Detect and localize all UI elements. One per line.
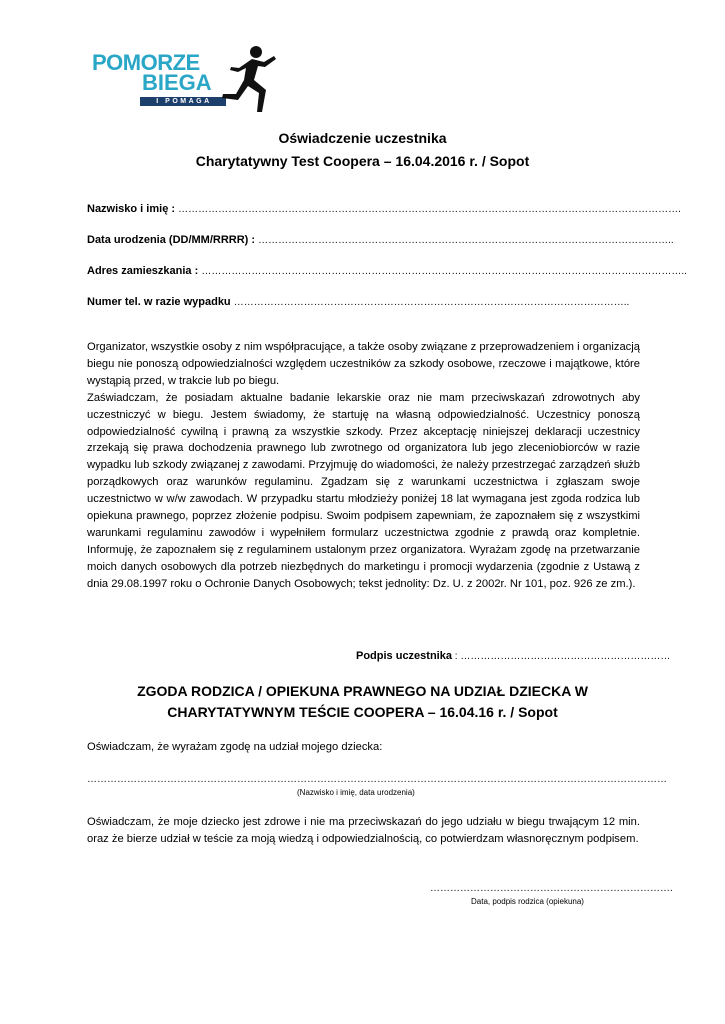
parent-signature-dots[interactable]: ……………………………………………………………….	[430, 883, 673, 894]
logo-text-line1: POMORZE	[92, 50, 200, 75]
consent-title-line1: ZGODA RODZICA / OPIEKUNA PRAWNEGO NA UDZIAŁ DZIECKA W	[137, 683, 588, 699]
participant-signature-dots: : ………………………………………………………	[451, 651, 671, 662]
runner-icon	[208, 42, 278, 114]
statement-paragraph-1: Organizator, wszystkie osoby z nim współpracujące, a także osoby związane z przeprowadzeniem i organizacją biegu nie ponoszą odpowiedzialności względem uczestników za szkody osobowe, rzeczowe i majątkowe, które wystąpią przed, w trakcie lub po biegu.	[87, 341, 640, 387]
consent-intro: Oświadczam, że wyrażam zgodę na udział mojego dziecka:	[87, 741, 383, 753]
field-name-dots: …………………………………………………………………………………………………………………………………….	[178, 204, 681, 215]
field-birthdate-label: Data urodzenia (DD/MM/RRRR) :	[87, 234, 256, 246]
field-emergency-phone[interactable]	[87, 296, 629, 308]
field-emergency-phone-label: Numer tel. w razie wypadku	[87, 296, 231, 308]
logo-text-line2: BIEGA	[142, 70, 212, 95]
pomorze-biega-logo	[88, 42, 278, 114]
field-birthdate-dots: ……………………………………………………………………………………………………………..	[258, 235, 674, 246]
field-name-label: Nazwisko i imię :	[87, 203, 176, 215]
child-name-dots[interactable]: …………………………………………………………………………………………………………………………………………………………	[87, 774, 667, 785]
field-address[interactable]	[87, 265, 687, 277]
participant-signature[interactable]	[356, 650, 670, 662]
field-emergency-phone-dots: ………………………………………………………………………………………………………..	[233, 297, 630, 308]
participant-signature-label: Podpis uczestnika	[356, 650, 452, 662]
field-address-label: Adres zamieszkania :	[87, 265, 199, 277]
consent-declaration: Oświadczam, że moje dziecko jest zdrowe i nie ma przeciwskazań do jego udziału w biegu trwającym 12 min. oraz że bierze udział w teście za moją wiedzą i odpowiedzialnością, co potwierdzam własnoręcznym podpisem.	[87, 816, 640, 845]
statement-block	[87, 339, 640, 593]
document-subtitle: Charytatywny Test Coopera – 16.04.2016 r. / Sopot	[195, 153, 530, 169]
statement-paragraph-2: Zaświadczam, że posiadam aktualne badanie lekarskie oraz nie mam przeciwskazań zdrowotnych aby uczestniczyć w biegu. Jestem świadomy, że startuję na własną odpowiedzialność. Uczestnicy ponoszą odpowiedzialność cywilną i prawną za wszystkie szkody. Przez akceptację niniejszej deklaracji uczestnicy zrzekają się prawa dochodzenia prawnego lub zwrotnego od organizatora lub jego zleceniobiorców w razie wypadku lub szkody związanej z zawodami. Przyjmuję do wiadomości, że należy przestrzegać zarządzeń służb porządkowych oraz warunków regulaminu. Zgadzam się z warunkami uczestnictwa i zgłaszam swoje uczestnictwo w w/w zawodach. W przypadku startu młodzieży poniżej 18 lat wymagana jest zgoda rodzica lub opiekuna prawnego, poprzez złożenie podpisu. Swoim podpisem zapewniam, że zapoznałem się z wszystkimi warunkami regulaminu zawodów i wypełniłem formularz uczestnictwa zgodnie z prawdą oraz kompletnie. Informuję, że zapoznałem się z regulaminem ustalonym przez organizatora. Wyrażam zgodę na przetwarzanie moich danych osobowych dla potrzeb niezbędnych do marketingu i promocji wydarzenia (zgodnie z Ustawą z dnia 29.08.1997 roku o Ochronie Danych Osobowych; tekst jednolity: Dz. U. z 2002r. Nr 101, poz. 926 ze zm.).	[87, 391, 640, 590]
logo-tagline: I POMAGA	[156, 98, 212, 105]
field-name[interactable]	[87, 203, 681, 215]
field-address-dots: ………………………………………………………………………………………………………………………………..	[201, 266, 687, 277]
consent-title-line2: CHARYTATYWNYM TEŚCIE COOPERA – 16.04.16 r. / Sopot	[167, 704, 558, 720]
field-birthdate[interactable]	[87, 234, 674, 246]
child-name-caption: (Nazwisko i imię, data urodzenia)	[297, 788, 415, 797]
document-title: Oświadczenie uczestnika	[278, 130, 447, 146]
parent-signature-caption: Data, podpis rodzica (opiekuna)	[471, 897, 584, 906]
